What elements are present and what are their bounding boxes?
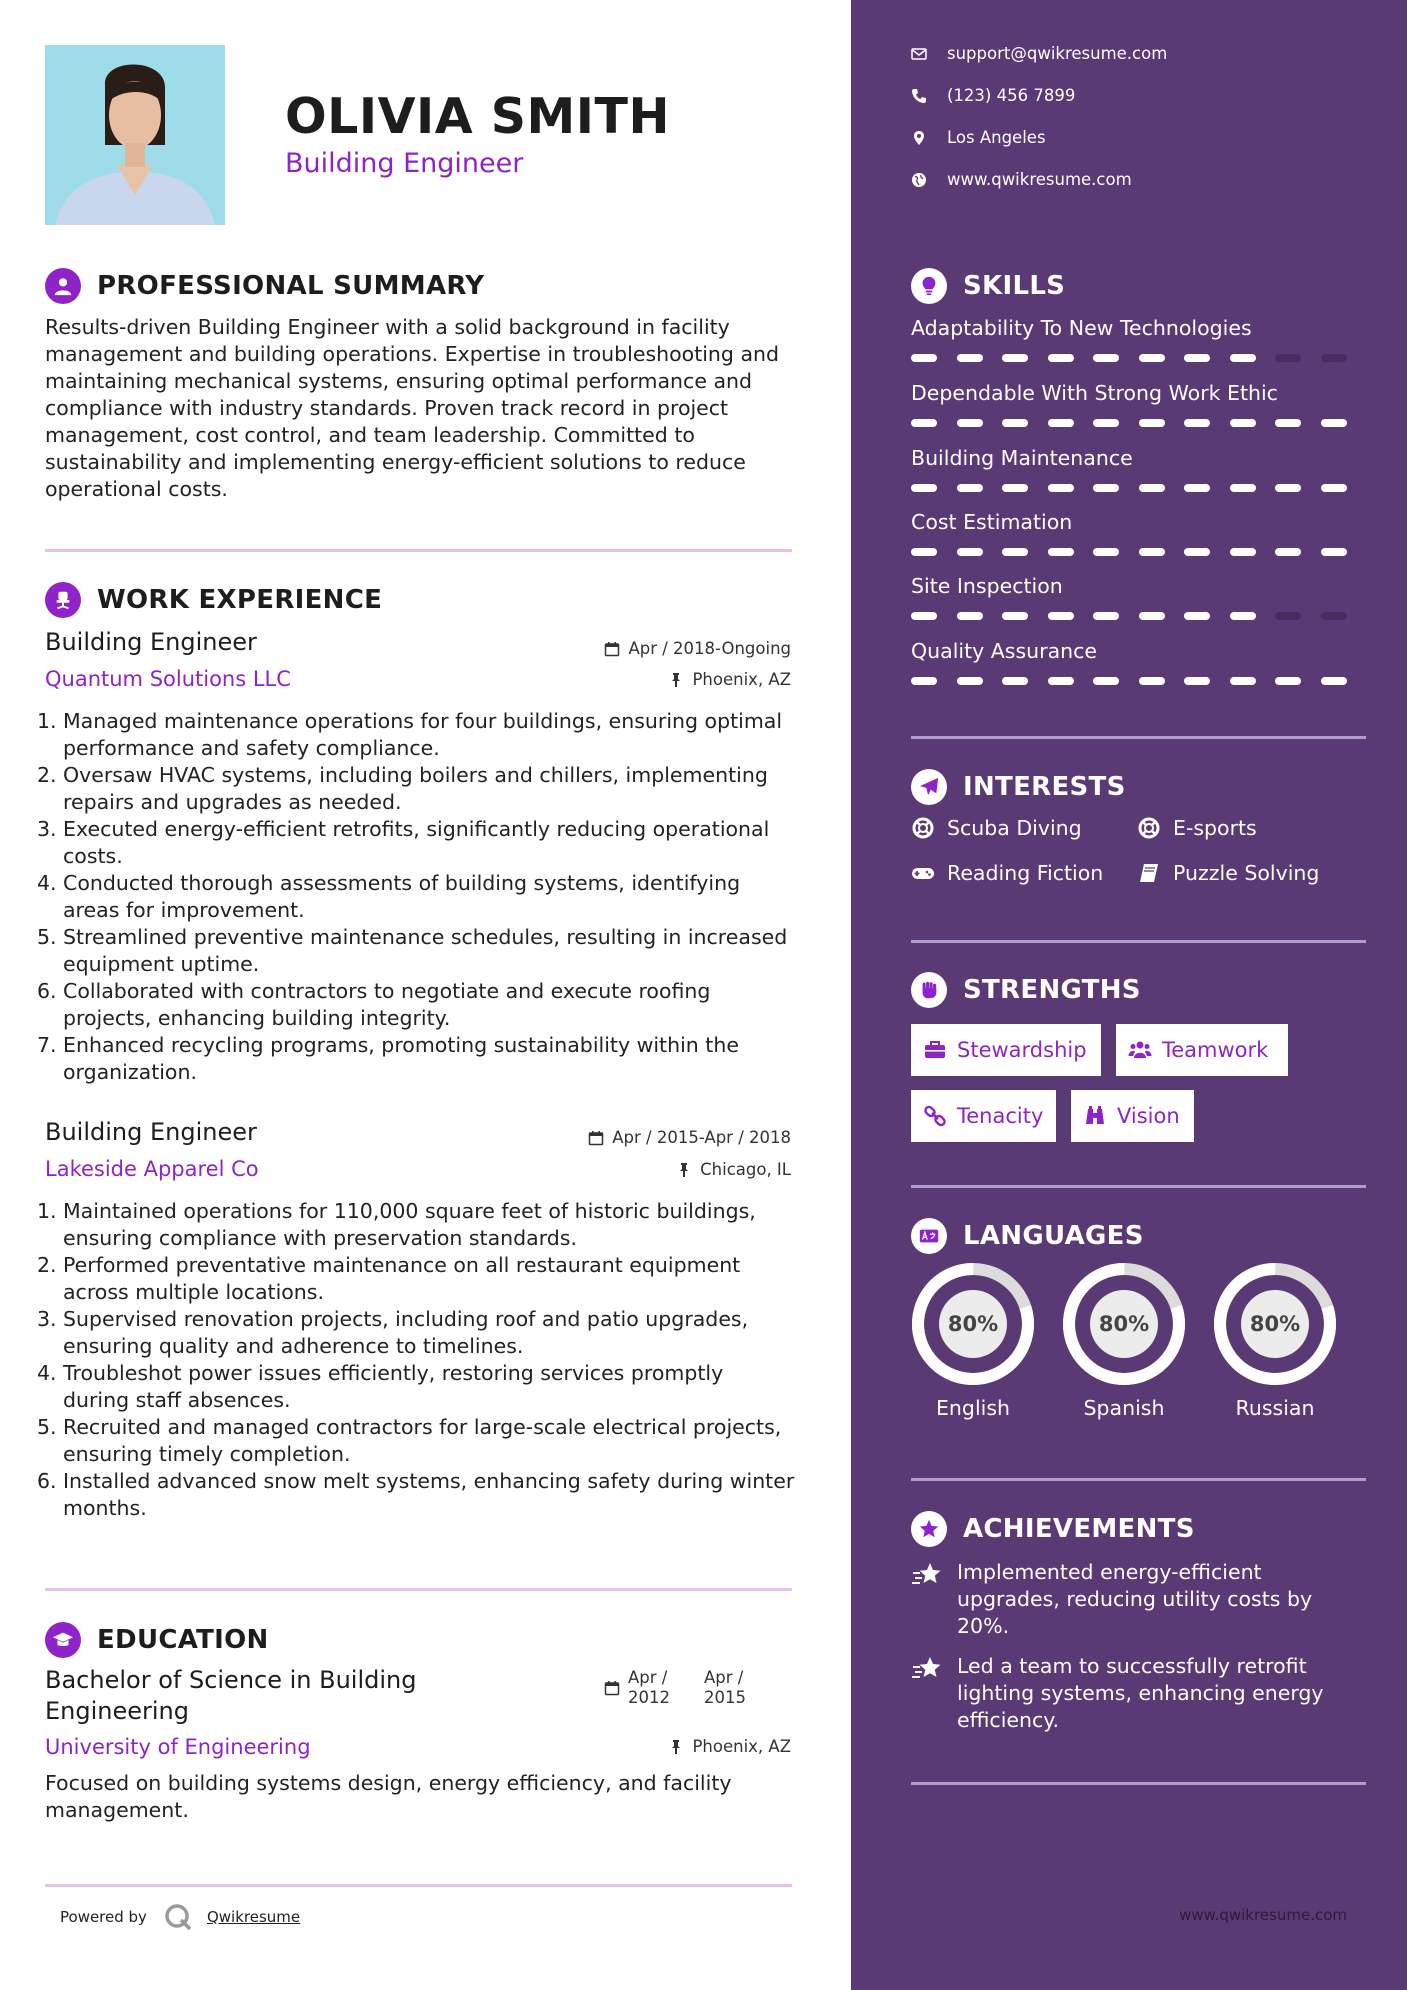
list-item: Collaborated with contractors to negotiate and execute roofing projects, enhancing building integrity.: [63, 979, 711, 1030]
language-item: [1062, 1262, 1186, 1420]
education-dates: [604, 1668, 764, 1708]
phone-icon: [911, 88, 927, 104]
skill-dash-empty: [1321, 612, 1347, 620]
strength-tag: [1071, 1090, 1194, 1142]
job-location-text: Phoenix, AZ: [692, 670, 791, 689]
skill-item: [911, 381, 1366, 427]
divider: [911, 1478, 1366, 1481]
language-name: Spanish: [1083, 1396, 1165, 1420]
interests-title: INTERESTS: [963, 772, 1126, 802]
interest-item: [911, 861, 1103, 885]
map-marker-icon: [911, 130, 927, 146]
skill-dash-filled: [1139, 612, 1165, 620]
skill-name: Adaptability To New Technologies: [911, 316, 1252, 340]
skill-dash-filled: [1002, 612, 1028, 620]
degree-title: Bachelor of Science in Building Engineering: [45, 1666, 417, 1725]
language-name: English: [935, 1396, 1011, 1420]
strength-label: Vision: [1117, 1104, 1180, 1128]
school-name: University of Engineering: [45, 1735, 311, 1759]
job-duties: [45, 708, 795, 1086]
skill-dash-filled: [1093, 677, 1119, 685]
skill-dash-filled: [1184, 419, 1210, 427]
experience-title: WORK EXPERIENCE: [97, 585, 383, 615]
skill-dash-filled: [1002, 548, 1028, 556]
skill-dash-filled: [1093, 419, 1119, 427]
achievements-title: ACHIEVEMENTS: [963, 1514, 1195, 1544]
skill-dash-filled: [1230, 548, 1256, 556]
strength-label: Teamwork: [1162, 1038, 1269, 1062]
skill-name: Dependable With Strong Work Ethic: [911, 381, 1278, 405]
contact-location-text: Los Angeles: [947, 128, 1046, 147]
skill-dash-filled: [1321, 548, 1347, 556]
skill-item: [911, 446, 1366, 492]
lightbulb-icon: [911, 268, 947, 304]
skill-dash-filled: [1093, 548, 1119, 556]
skill-dash-filled: [957, 548, 983, 556]
skill-dash-filled: [957, 677, 983, 685]
list-item: Troubleshot power issues efficiently, restoring services promptly during staff absences.: [63, 1361, 724, 1412]
skill-level: [911, 548, 1366, 556]
skill-dash-filled: [1093, 484, 1119, 492]
skill-dash-filled: [1048, 484, 1074, 492]
divider: [911, 940, 1366, 943]
skill-dash-filled: [1184, 484, 1210, 492]
skill-dash-filled: [1139, 677, 1165, 685]
language-progress-ring: [1213, 1262, 1337, 1386]
skill-level: [911, 354, 1366, 362]
skill-dash-filled: [1002, 677, 1028, 685]
language-progress-ring: [1062, 1262, 1186, 1386]
language-name: Russian: [1235, 1396, 1315, 1420]
book-icon: [1137, 861, 1161, 885]
education-heading: [45, 1622, 269, 1658]
contact-website[interactable]: [911, 170, 1132, 189]
skill-name: Site Inspection: [911, 574, 1063, 598]
skill-dash-filled: [1230, 354, 1256, 362]
pin-icon: [668, 1739, 684, 1755]
interest-label: Reading Fiction: [947, 861, 1104, 885]
skill-dash-empty: [1321, 354, 1347, 362]
skill-dash-filled: [1002, 419, 1028, 427]
skill-name: Quality Assurance: [911, 639, 1098, 663]
skill-dash-filled: [1048, 548, 1074, 556]
job-location: [676, 1160, 791, 1179]
list-item: Streamlined preventive maintenance schedules, resulting in increased equipment uptime.: [63, 925, 788, 976]
summary-text: Results-driven Building Engineer with a solid background in facility management and building operations. Expertise in troubleshooting and maintaining mechanical systems, ensuring optimal performance and compliance with industry standards. Proven track record in project management, cost control, and team leadership. Committed to sustainability and implementing energy-efficient solutions to reduce operational costs.: [45, 315, 780, 501]
powered-by: [60, 1902, 300, 1932]
skill-dash-filled: [1321, 677, 1347, 685]
divider: [911, 1185, 1366, 1188]
job-location: [668, 670, 791, 689]
education-description: Focused on building systems design, energy efficiency, and facility management.: [45, 1771, 732, 1822]
skill-dash-filled: [1139, 484, 1165, 492]
strength-tag: [911, 1090, 1056, 1142]
contact-email[interactable]: [911, 44, 1167, 63]
skill-dash-filled: [911, 484, 937, 492]
skills-heading: [911, 268, 1065, 304]
user-icon: [45, 268, 81, 304]
language-percent: 80%: [947, 1312, 999, 1336]
contact-phone-text: (123) 456 7899: [947, 86, 1076, 105]
achievement-text: Implemented energy-efficient upgrades, reducing utility costs by 20%.: [957, 1560, 1313, 1638]
strengths-title: STRENGTHS: [963, 975, 1141, 1005]
language-icon: [911, 1218, 947, 1254]
education-title: EDUCATION: [97, 1625, 269, 1655]
lifebuoy-icon: [1137, 816, 1161, 840]
skill-dash-filled: [911, 354, 937, 362]
skill-level: [911, 677, 1366, 685]
interests-heading: [911, 769, 1126, 805]
experience-heading: [45, 582, 382, 618]
company-name: Quantum Solutions LLC: [45, 667, 291, 691]
list-item: Installed advanced snow melt systems, enhancing safety during winter months.: [63, 1469, 795, 1520]
skill-dash-filled: [1184, 612, 1210, 620]
candidate-title: Building Engineer: [285, 148, 524, 179]
language-progress-ring: [911, 1262, 1035, 1386]
globe-icon: [911, 172, 927, 188]
gamepad-icon: [911, 861, 935, 885]
powered-by-label: Powered by: [60, 1908, 147, 1926]
envelope-icon: [911, 46, 927, 62]
skill-dash-empty: [1275, 612, 1301, 620]
skill-item: [911, 574, 1366, 620]
list-item: Supervised renovation projects, including roof and patio upgrades, ensuring quality and adherence to timelines.: [63, 1307, 749, 1358]
divider: [911, 736, 1366, 739]
skill-dash-filled: [1230, 484, 1256, 492]
strength-label: Tenacity: [957, 1104, 1044, 1128]
shooting-star-icon: [911, 1561, 943, 1591]
skill-dash-filled: [1321, 484, 1347, 492]
language-percent: 80%: [1098, 1312, 1150, 1336]
strength-tag: [1116, 1024, 1288, 1076]
qwikresume-link[interactable]: Qwikresume: [206, 1908, 301, 1926]
skill-name: Cost Estimation: [911, 510, 1073, 534]
language-item: [1213, 1262, 1337, 1420]
list-item: Performed preventative maintenance on all restaurant equipment across multiple locations.: [63, 1253, 741, 1304]
contact-website-text: www.qwikresume.com: [947, 170, 1132, 189]
job-title: Building Engineer: [45, 628, 257, 656]
paper-plane-icon: [911, 769, 947, 805]
education-location-text: Phoenix, AZ: [692, 1737, 791, 1756]
skill-dash-filled: [1275, 548, 1301, 556]
skill-dash-filled: [911, 612, 937, 620]
skill-dash-filled: [1048, 354, 1074, 362]
interest-item: [911, 816, 1082, 840]
skill-dash-filled: [957, 484, 983, 492]
achievement-text: Led a team to successfully retrofit lighting systems, enhancing energy efficiency.: [957, 1654, 1324, 1732]
skill-level: [911, 612, 1366, 620]
strength-label: Stewardship: [957, 1038, 1087, 1062]
contact-email-text: support@qwikresume.com: [947, 44, 1168, 63]
languages-heading: [911, 1218, 1144, 1254]
divider: [45, 1588, 792, 1591]
contact-location: [911, 128, 1046, 147]
skill-dash-filled: [911, 548, 937, 556]
interest-label: Scuba Diving: [947, 816, 1082, 840]
skill-dash-filled: [1093, 354, 1119, 362]
divider: [45, 1884, 792, 1887]
graduation-cap-icon: [45, 1622, 81, 1658]
skill-item: [911, 639, 1366, 685]
achievement-item: [911, 1653, 1351, 1734]
skill-dash-filled: [1321, 419, 1347, 427]
shooting-star-icon: [911, 1655, 943, 1685]
skill-dash-filled: [1230, 677, 1256, 685]
summary-title: PROFESSIONAL SUMMARY: [97, 271, 485, 301]
star-icon: [911, 1511, 947, 1547]
pin-icon: [676, 1162, 692, 1178]
skill-dash-filled: [1275, 677, 1301, 685]
link-icon: [923, 1104, 947, 1128]
achievement-item: [911, 1559, 1351, 1640]
skill-dash-filled: [1230, 419, 1256, 427]
skill-dash-filled: [1002, 354, 1028, 362]
skill-dash-filled: [911, 677, 937, 685]
calendar-icon: [604, 1680, 620, 1696]
language-percent: 80%: [1249, 1312, 1301, 1336]
interest-label: E-sports: [1173, 816, 1257, 840]
skill-dash-filled: [957, 612, 983, 620]
lifebuoy-icon: [911, 816, 935, 840]
list-item: Enhanced recycling programs, promoting sustainability within the organization.: [63, 1033, 739, 1084]
list-item: Oversaw HVAC systems, including boilers and chillers, implementing repairs and upgrades as needed.: [63, 763, 768, 814]
skill-dash-filled: [1275, 419, 1301, 427]
list-item: Executed energy-efficient retrofits, significantly reducing operational costs.: [63, 817, 770, 868]
skill-dash-filled: [1139, 354, 1165, 362]
skill-level: [911, 484, 1366, 492]
office-chair-icon: [45, 582, 81, 618]
job-dates: [588, 1128, 791, 1147]
sidebar: [851, 0, 1407, 1990]
job-title: Building Engineer: [45, 1118, 257, 1146]
list-item: Recruited and managed contractors for large-scale electrical projects, ensuring timely completion.: [63, 1415, 782, 1466]
job-dates-text: Apr / 2018-Ongoing: [628, 639, 791, 658]
fist-icon: [911, 972, 947, 1008]
interest-label: Puzzle Solving: [1173, 861, 1320, 885]
list-item: Managed maintenance operations for four buildings, ensuring optimal performance and safety compliance.: [63, 709, 783, 760]
users-icon: [1128, 1038, 1152, 1062]
skill-dash-filled: [1048, 677, 1074, 685]
skill-dash-filled: [1048, 612, 1074, 620]
skill-item: [911, 510, 1366, 556]
profile-photo: [45, 45, 225, 225]
list-item: Conducted thorough assessments of building systems, identifying areas for improvement.: [63, 871, 741, 922]
skill-dash-filled: [1184, 677, 1210, 685]
candidate-name: OLIVIA SMITH: [285, 88, 670, 145]
skill-dash-filled: [1002, 484, 1028, 492]
strength-tag: [911, 1024, 1101, 1076]
achievements-heading: [911, 1511, 1195, 1547]
skill-name: Building Maintenance: [911, 446, 1133, 470]
skill-item: [911, 316, 1366, 362]
calendar-icon: [588, 1130, 604, 1146]
skill-dash-filled: [1093, 612, 1119, 620]
skill-dash-filled: [1048, 419, 1074, 427]
skills-title: SKILLS: [963, 271, 1066, 301]
company-name: Lakeside Apparel Co: [45, 1157, 259, 1181]
calendar-icon: [604, 641, 620, 657]
footer-website[interactable]: www.qwikresume.com: [1179, 1906, 1347, 1924]
divider: [911, 1782, 1366, 1785]
job-location-text: Chicago, IL: [700, 1160, 791, 1179]
skill-dash-filled: [1139, 548, 1165, 556]
interest-item: [1137, 861, 1319, 885]
briefcase-icon: [923, 1038, 947, 1062]
languages-title: LANGUAGES: [963, 1221, 1144, 1251]
job-duties: [45, 1198, 795, 1522]
skill-level: [911, 419, 1366, 427]
skill-dash-empty: [1275, 354, 1301, 362]
skill-dash-filled: [911, 419, 937, 427]
interest-item: [1137, 816, 1257, 840]
education-start: Apr / 2012: [628, 1668, 670, 1707]
language-item: [911, 1262, 1035, 1420]
skill-dash-filled: [957, 354, 983, 362]
binoculars-icon: [1083, 1104, 1107, 1128]
education-end: Apr / 2015: [704, 1668, 746, 1707]
skill-dash-filled: [1184, 354, 1210, 362]
summary-heading: [45, 268, 484, 304]
skill-dash-filled: [1184, 548, 1210, 556]
qwikresume-logo-icon: [163, 1902, 193, 1932]
pin-icon: [668, 672, 684, 688]
divider: [45, 549, 792, 552]
skill-dash-filled: [1230, 612, 1256, 620]
skill-dash-filled: [1275, 484, 1301, 492]
list-item: Maintained operations for 110,000 square feet of historic buildings, ensuring compliance with preservation standards.: [63, 1199, 756, 1250]
strengths-heading: [911, 972, 1141, 1008]
contact-phone[interactable]: [911, 86, 1075, 105]
skill-dash-filled: [957, 419, 983, 427]
job-dates-text: Apr / 2015-Apr / 2018: [612, 1128, 791, 1147]
job-dates: [604, 639, 791, 658]
education-location: [668, 1737, 791, 1756]
skill-dash-filled: [1139, 419, 1165, 427]
